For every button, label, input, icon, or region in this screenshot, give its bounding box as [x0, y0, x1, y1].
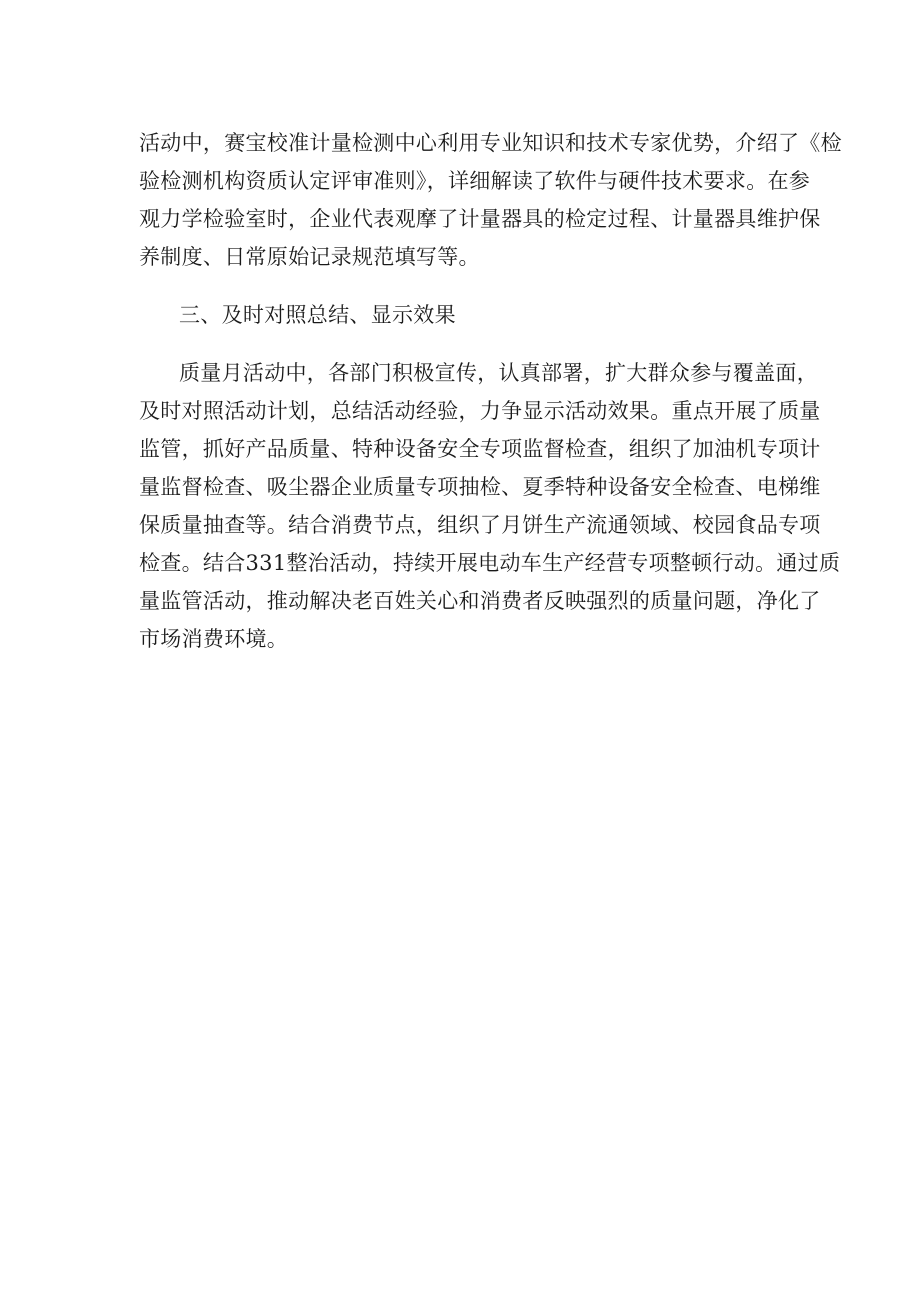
paragraph-line: 量监督检查、吸尘器企业质量专项抽检、夏季特种设备安全检查、电梯维	[139, 475, 821, 499]
paragraph-line: 监管，抓好产品质量、特种设备安全专项监督检查，组织了加油机专项计	[139, 437, 821, 461]
paragraph-line: 及时对照活动计划，总结活动经验，力争显示活动效果。重点开展了质量	[139, 399, 821, 423]
paragraph-line: 验检测机构资质认定评审准则》，详细解读了软件与硬件技术要求。在参	[139, 169, 811, 193]
paragraph-line: 市场消费环境。	[139, 627, 289, 651]
paragraph-quality-month	[139, 354, 841, 658]
paragraph-line: 检查。结合331整治活动，持续开展电动车生产经营专项整顿行动。通过质	[139, 551, 841, 575]
section-heading: 三、及时对照总结、显示效果	[179, 303, 456, 327]
paragraph-line: 量监管活动，推动解决老百姓关心和消费者反映强烈的质量问题，净化了	[139, 589, 821, 613]
paragraph-line: 活动中，赛宝校准计量检测中心利用专业知识和技术专家优势，介绍了《检	[139, 131, 842, 155]
paragraph-spacer	[139, 276, 781, 296]
paragraph-line: 观力学检验室时，企业代表观摩了计量器具的检定过程、计量器具维护保	[139, 207, 821, 231]
paragraph-spacer	[139, 334, 781, 354]
paragraph-inspection-intro	[139, 124, 842, 276]
paragraph-line: 保质量抽查等。结合消费节点，组织了月饼生产流通领域、校园食品专项	[139, 513, 821, 537]
paragraph-line: 养制度、日常原始记录规范填写等。	[139, 245, 480, 269]
document-body	[139, 124, 842, 658]
paragraph-line: 质量月活动中，各部门积极宣传，认真部署，扩大群众参与覆盖面，	[179, 361, 818, 385]
